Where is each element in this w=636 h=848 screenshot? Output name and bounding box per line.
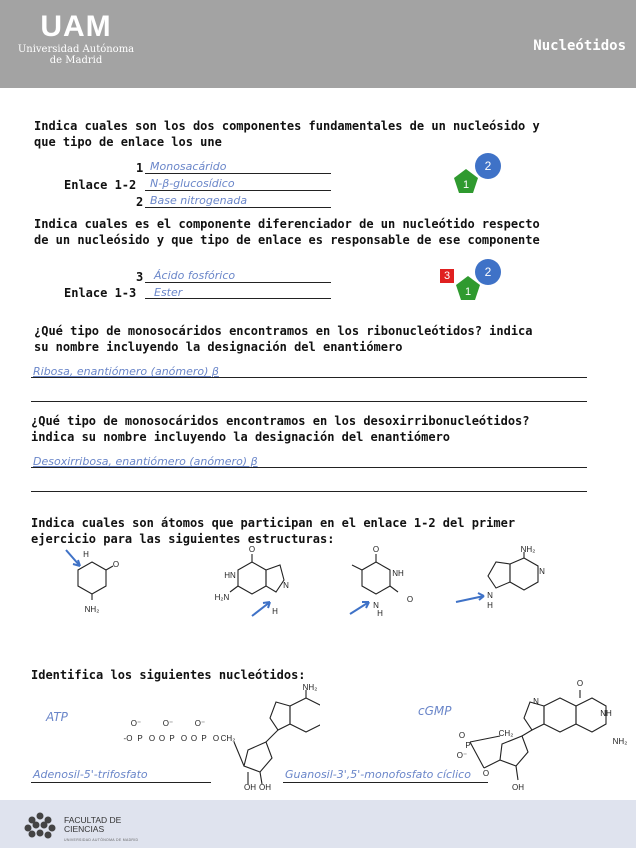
atom-label: OH [259,783,271,792]
atom-label: NH₂ [84,605,100,614]
atom-label: O [458,731,466,740]
node-1-label: 1 [462,179,470,191]
answer-base-nitrogenada: Base nitrogenada [150,194,248,207]
base-structures [0,540,636,620]
answer-line [145,207,331,208]
handwritten-cgmp: cGMP [418,704,452,718]
faculty-subtitle: UNIVERSIDAD AUTÓNOMA DE MADRID [64,838,139,842]
atom-label: O⁻ [194,719,206,728]
question-5-line-1: Indica cuales son átomos que participan en el enlace 1-2 del primer [31,516,516,530]
document-title: Nucleótidos [533,38,626,54]
answer-line [145,282,331,283]
atom-label: O [190,734,198,743]
faculty-name [64,816,121,834]
answer-adenosil-trifosfato: Adenosil-5'-trifosfato [33,768,148,781]
atom-label: O [180,734,188,743]
atom-label: P [465,741,471,750]
uam-logo [14,10,138,66]
atom-label: P [137,734,143,743]
atom-label: O⁻ [130,719,142,728]
page-footer [0,800,636,848]
question-1 [34,118,540,150]
question-2-line-1: Indica cuales es el componente diferenciador de un nucleótido respecto [34,217,540,231]
atom-label: HN [224,571,236,580]
atom-label: O [248,545,256,554]
question-1-line-2: que tipo de enlace los une [34,135,222,149]
label-3: 3 [136,270,144,284]
question-1-line-1: Indica cuales son los dos componentes fundamentales de un nucleósido y [34,119,540,133]
question-5-line-2: ejercicio para las siguientes estructuras: [31,532,335,546]
atom-label: P [169,734,175,743]
question-4 [31,413,530,445]
atom-label: O [372,545,380,554]
question-4-line-2: indica su nombre incluyendo la designación del enantiómero [31,430,451,444]
answer-line [31,467,587,468]
answer-line [31,782,211,783]
atom-label: O [576,679,584,688]
answer-guanosil-monofosfato: Guanosil-3',5'-monofosfato cíclico [285,768,471,781]
page-header [0,0,636,88]
answer-line [31,401,587,402]
question-3-line-1: ¿Qué tipo de monosocáridos encontramos en los ribonucleótidos? indica [34,324,533,338]
pentagon-node-1 [453,168,479,194]
atom-label: NH₂ [612,737,628,746]
atom-label: H [487,601,493,610]
label-2: 2 [136,195,144,209]
answer-line [283,782,488,783]
atom-label: N [373,601,379,610]
question-4-line-1: ¿Qué tipo de monosocáridos encontramos en los desoxirribonucleótidos? [31,414,530,428]
atom-label: O [112,560,120,569]
atom-label: H [83,550,89,559]
atom-label: N [539,567,545,576]
faculty-line-1: FACULTAD DE [64,815,122,825]
label-1: 1 [136,161,144,175]
atom-label: OH [512,783,524,792]
faculty-line-2: CIENCIAS [64,824,105,834]
atom-label: H₂N [214,593,230,602]
answer-line [145,190,331,191]
node-1-label: 1 [464,286,472,298]
atom-label: O [148,734,156,743]
atom-label: O [482,769,490,778]
atom-label: NH₂ [302,683,318,692]
atom-label: O [158,734,166,743]
atom-label: -O [123,734,133,743]
answer-desoxirribosa: Desoxirribosa, enantiómero (anómero) β [33,455,258,468]
atom-label: NH₂ [520,545,536,554]
question-2 [34,216,540,248]
logo-line-1: Universidad Autónoma [17,44,135,55]
atom-label: O [406,595,414,604]
atom-label: O⁻ [162,719,174,728]
circle-node-2: 2 [475,153,501,179]
logo-line-2: de Madrid [49,55,103,66]
label-enlace-1-2: Enlace 1-2 [64,178,137,192]
answer-enlace-n-glucosidico: N-β-glucosídico [150,177,235,190]
answer-line [31,491,587,492]
atom-label: O [212,734,220,743]
atom-label: P [201,734,207,743]
question-2-line-2: de un nucleósido y que tipo de enlace es responsable de ese componente [34,233,540,247]
answer-monosacarido: Monosacárido [150,160,227,173]
cgmp-structure [456,676,632,796]
atom-label: N [533,697,539,706]
atom-label: NH [392,569,404,578]
atom-label: H [377,609,383,618]
question-6: Identifica los siguientes nucleótidos: [31,668,306,682]
atom-label: NH [600,709,612,718]
question-3 [34,323,533,355]
atom-label: H [272,607,278,616]
handwritten-atp: ATP [46,710,68,724]
question-3-line-2: su nombre incluyendo la designación del enantiómero [34,340,403,354]
atom-label: OH [244,783,256,792]
atom-label: CH₂ [498,729,514,738]
atom-label: N [487,591,493,600]
label-enlace-1-3: Enlace 1-3 [64,286,137,300]
atom-label: CH₂ [220,734,236,743]
answer-acido-fosforico: Ácido fosfórico [154,269,236,282]
answer-ester: Ester [154,286,183,299]
answer-ribosa: Ribosa, enantiómero (anómero) β [33,365,219,378]
answer-line [145,173,331,174]
logo-mark: UAM [40,10,112,43]
answer-line [31,377,587,378]
circle-node-2: 2 [475,259,501,285]
square-node-3: 3 [440,269,454,283]
atom-label: N [283,581,289,590]
atom-label: O⁻ [456,751,468,760]
